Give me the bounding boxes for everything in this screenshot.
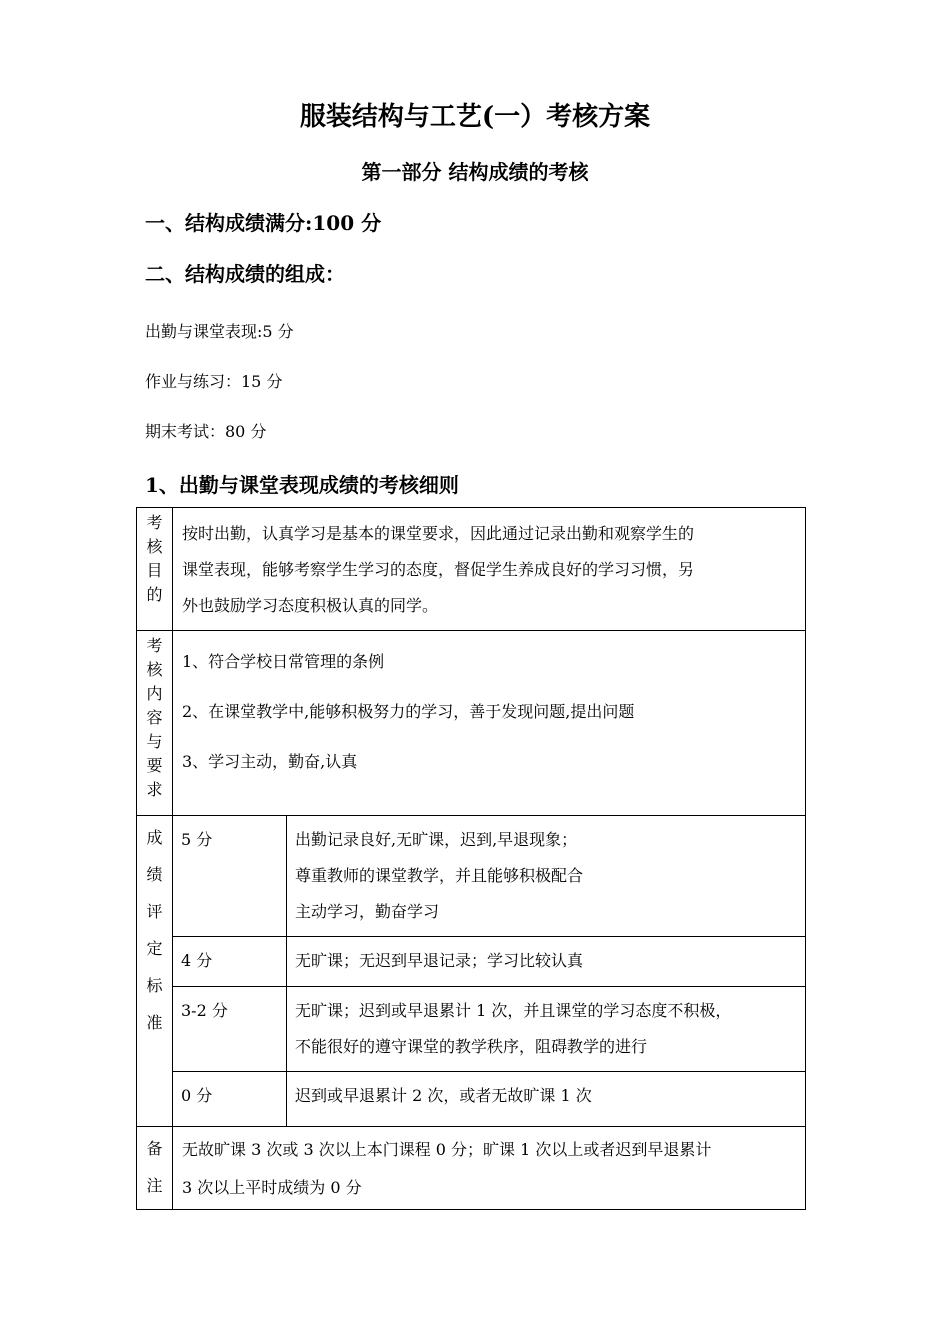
table-row-content	[137, 631, 806, 816]
table-row-grade-4	[137, 937, 806, 987]
page-subtitle: 第一部分 结构成绩的考核	[361, 160, 589, 184]
grade-description: 无旷课；迟到或早退累计 1 次，并且课堂的学习态度不积极， 不能很好的遵守课堂的教学秩序，阻碍教学的进行	[287, 987, 806, 1072]
subsection-heading: 1、出勤与课堂表现成绩的考核细则	[145, 473, 459, 497]
assessment-table	[136, 507, 806, 1210]
grade-description: 无旷课；无迟到早退记录；学习比较认真	[287, 937, 806, 987]
purpose-text: 按时出勤，认真学习是基本的课堂要求，因此通过记录出勤和观察学生的 课堂表现，能够考察学生学习的态度，督促学生养成良好的学习习惯，另 外也鼓励学习态度积极认真的同学。	[173, 508, 806, 631]
section-heading-composition: 二、结构成绩的组成：	[145, 262, 345, 286]
grade-score: 3-2 分	[173, 987, 287, 1072]
grade-score: 0 分	[173, 1072, 287, 1127]
table-row-purpose	[137, 508, 806, 631]
content-text: 1、符合学校日常管理的条例 2、在课堂教学中,能够积极努力的学习，善于发现问题,提出问题 3、学习主动，勤奋,认真	[173, 631, 806, 816]
component-homework: 作业与练习：15 分	[145, 372, 283, 391]
label-content: 考 核 内 容 与 要 求	[137, 631, 173, 816]
component-attendance: 出勤与课堂表现:5 分	[145, 322, 294, 341]
grade-score: 5 分	[173, 816, 287, 937]
page-title: 服装结构与工艺(一）考核方案	[299, 102, 651, 132]
table-row-grade-0	[137, 1072, 806, 1127]
remark-text: 无故旷课 3 次或 3 次以上本门课程 0 分；旷课 1 次以上或者迟到早退累计 3 次以上平时成绩为 0 分	[173, 1127, 806, 1210]
label-remark: 备 注	[137, 1127, 173, 1210]
table-row-remark	[137, 1127, 806, 1210]
table-row-grade-3-2	[137, 987, 806, 1072]
grade-description: 迟到或早退累计 2 次，或者无故旷课 1 次	[287, 1072, 806, 1127]
grade-description: 出勤记录良好,无旷课，迟到,早退现象； 尊重教师的课堂教学，并且能够积极配合 主动学习，勤奋学习	[287, 816, 806, 937]
section-heading-total: 一、结构成绩满分:100 分	[145, 211, 382, 235]
label-purpose: 考 核 目 的	[137, 508, 173, 631]
table-row-grade-5	[137, 816, 806, 937]
label-grading: 成 绩 评 定 标 准	[137, 816, 173, 1127]
component-final-exam: 期末考试：80 分	[145, 422, 267, 441]
grade-score: 4 分	[173, 937, 287, 987]
